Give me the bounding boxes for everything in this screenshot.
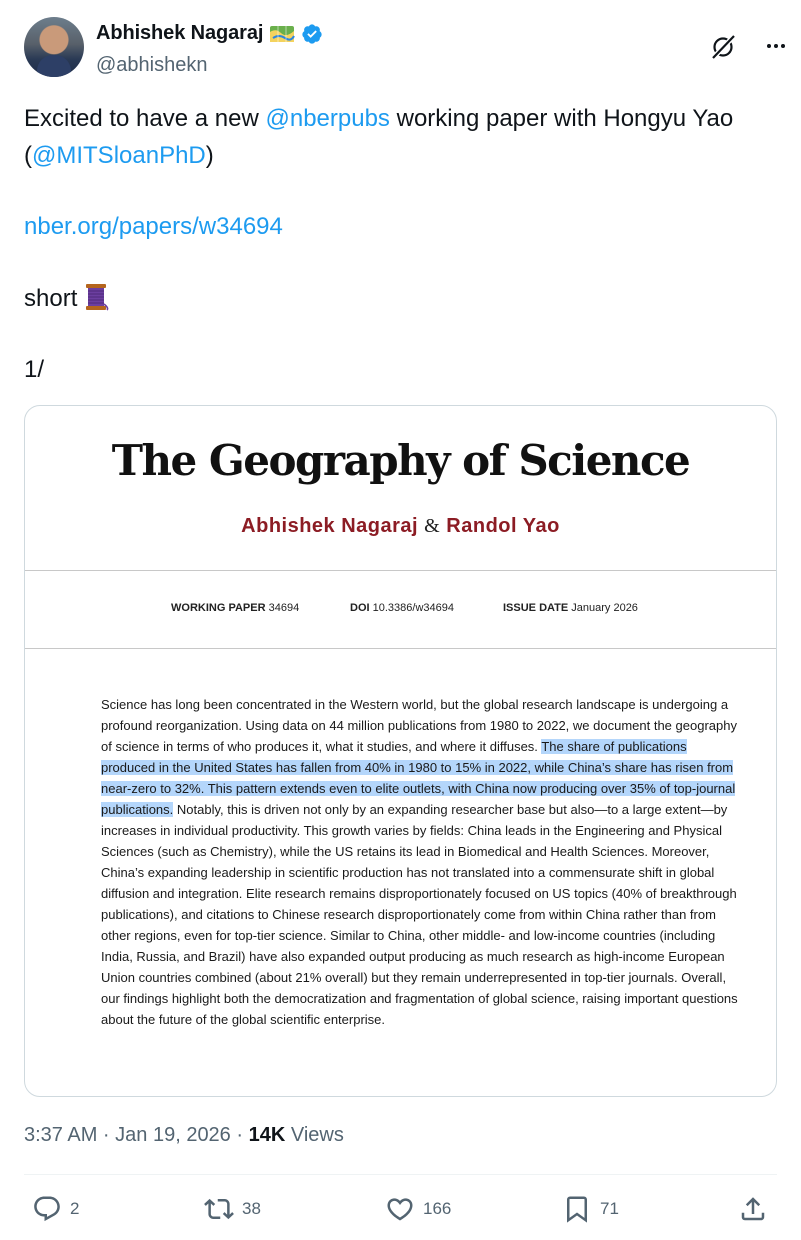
bookmark-count: 71 xyxy=(600,1199,619,1218)
highlighted-text: The share of publications produced in the United States has fallen from 40% in 1980 to 15% in 2022, while China’s share has risen from near-zero to 32%. This pattern extends even to elite outlets, with China now producing over 35% of top-journal publications. xyxy=(101,739,736,817)
bookmark-icon xyxy=(562,1194,592,1224)
more-icon[interactable] xyxy=(764,34,788,58)
meta-doi: DOI 10.3386/w34694 xyxy=(350,602,454,614)
mention-mitsloanphd[interactable]: @MITSloanPhD xyxy=(32,141,206,169)
map-icon xyxy=(269,24,295,44)
tweet-line-2: (@MITSloanPhD) xyxy=(24,141,214,169)
paper-link[interactable]: nber.org/papers/w34694 xyxy=(24,213,283,240)
tweet-link-line xyxy=(24,209,784,246)
divider-top xyxy=(25,570,776,571)
time-date[interactable]: 3:37 AM · Jan 19, 2026 · xyxy=(24,1124,249,1146)
thread-counter: 1/ xyxy=(24,356,45,383)
repost-button[interactable] xyxy=(204,1194,261,1224)
tweet-text xyxy=(24,101,784,389)
avatar[interactable] xyxy=(24,17,84,77)
paper-author-2: Randol Yao xyxy=(446,515,560,537)
grok-icon[interactable] xyxy=(710,34,736,60)
thread-spool-icon xyxy=(81,282,111,312)
meta-issue-date: ISSUE DATE January 2026 xyxy=(503,602,638,614)
handle[interactable]: @abhishekn xyxy=(96,54,208,76)
reply-count: 2 xyxy=(70,1199,80,1218)
reply-button[interactable] xyxy=(32,1194,79,1224)
name-row xyxy=(96,22,323,45)
actions-divider xyxy=(24,1174,777,1175)
display-name[interactable]: Abhishek Nagaraj xyxy=(96,22,264,44)
author-ampersand: & xyxy=(424,515,441,537)
views-label: Views xyxy=(285,1124,344,1146)
paper-abstract: Science has long been concentrated in the Western world, but the global research landscape is undergoing a profound reorganization. Using data on 44 million publications from 1980 to 2022, we document the geography of science in terms of who produces it, what it studies, and where it diffuses. The share of publications produced in the United States has fallen from 40% in 1980 to 15% in 2022, while China’s share has risen from near-zero to 32%. This pattern extends even to elite outlets, with China now producing over 35% of top-journal publications. Notably, this is driven not only by an expanding researcher base but also—to a large extent—by increases in individual productivity. This growth varies by fields: China leads in the Engineering and Physical Sciences (such as Chemistry), while the US retains its lead in Biomedical and Health Sciences. Moreover, China’s expanding leadership in scientific production has not translated into a commensurate shift in global diffusion and integration. Elite research remains disproportionately focused on US topics (40% of breakthrough publications), and citations to Chinese research disproportionately come from within China rather than from other regions, even for top-tier science. Similar to China, other middle- and low-income countries (including India, Russia, and Brazil) have also expanded output producing as much research as high-income European Union countries combined (about 21% overall) but they remain underrepresented in top-tier journals. Overall, our findings highlight both the democratization and fragmentation of global science, raising important questions about the future of the global scientific enterprise. xyxy=(101,697,738,1027)
share-button[interactable] xyxy=(738,1194,768,1224)
paper-author-1: Abhishek Nagaraj xyxy=(241,515,419,537)
like-button[interactable] xyxy=(385,1194,451,1224)
paper-title: The Geography of Science xyxy=(111,436,690,485)
repost-icon xyxy=(204,1194,234,1224)
like-count: 166 xyxy=(423,1199,452,1218)
tweet-line-1: Excited to have a new @nberpubs working paper with Hongyu Yao xyxy=(24,105,734,132)
divider-bottom xyxy=(25,648,776,649)
tweet-header xyxy=(24,16,777,80)
tweet-short-line: short xyxy=(24,281,784,318)
verified-badge-icon xyxy=(301,23,323,45)
bookmark-button[interactable] xyxy=(562,1194,619,1224)
share-icon xyxy=(738,1194,768,1224)
views-count: 14K xyxy=(248,1124,286,1146)
like-icon xyxy=(385,1194,415,1224)
meta-working-paper: WORKING PAPER 34694 xyxy=(171,602,300,614)
repost-count: 38 xyxy=(242,1199,261,1218)
paper-image-card[interactable] xyxy=(24,405,777,1097)
paper-authors xyxy=(25,515,776,538)
mention-nberpubs[interactable]: @nberpubs xyxy=(265,105,390,132)
tweet-timestamp xyxy=(24,1124,344,1147)
reply-icon xyxy=(32,1194,62,1224)
